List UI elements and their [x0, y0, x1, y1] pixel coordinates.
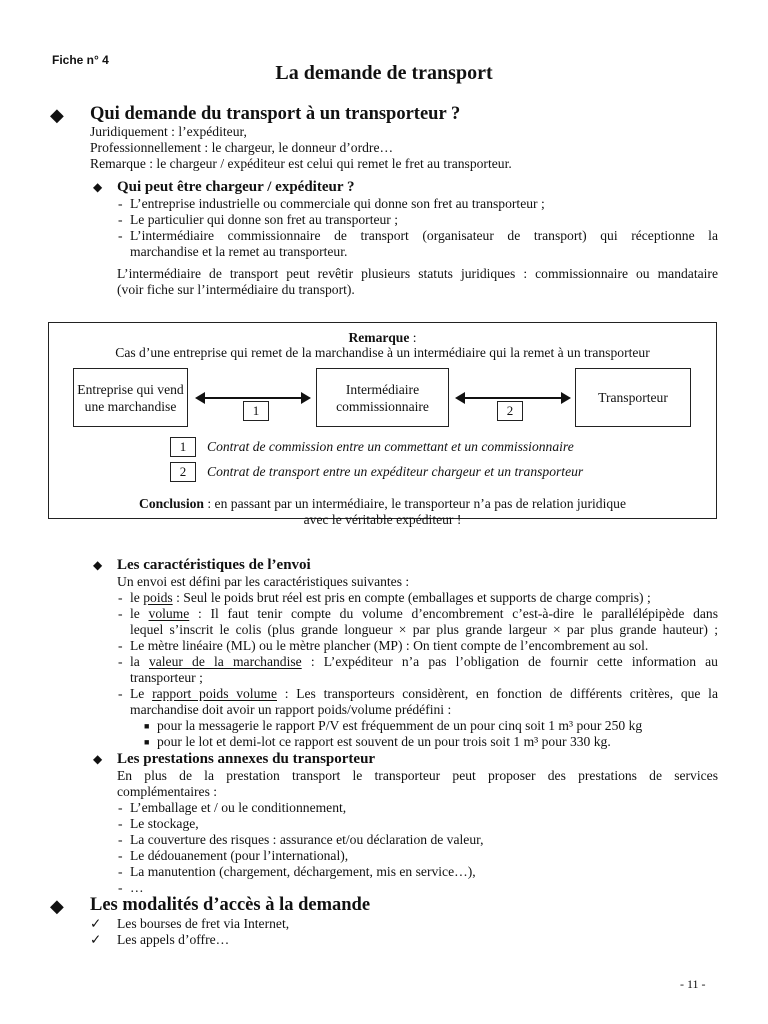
diamond-bullet-icon: ◆: [93, 752, 103, 766]
conclusion-label: Conclusion: [139, 496, 204, 511]
list-item: [130, 686, 718, 702]
check-icon: ✓: [90, 932, 102, 947]
link-number: 1: [243, 401, 269, 421]
underlined-term: poids: [143, 590, 173, 605]
dash: -: [118, 848, 123, 863]
dash: -: [118, 606, 123, 621]
list-item: Le stockage,: [130, 816, 199, 831]
list-item: [130, 702, 451, 718]
section-heading: Qui demande du transport à un transporteur ?: [90, 104, 461, 124]
item-text: transporteur ;: [130, 670, 203, 685]
legend-number: 1: [170, 437, 196, 457]
dash: -: [118, 638, 123, 653]
underlined-term: valeur de la marchandise: [148, 654, 302, 669]
text-line: complémentaires :: [117, 784, 218, 799]
conclusion-text: : en passant par un intermédiaire, le transporteur n’a pas de relation juridique: [203, 496, 626, 511]
text-line: Un envoi est défini par les caractéristiques suivantes :: [117, 574, 410, 589]
bullet-item: pour le lot et demi-lot ce rapport est souvent de un pour trois soit 1 m³ pour 330 kg.: [157, 734, 611, 749]
text-line: Juridiquement : l’expéditeur,: [90, 124, 247, 139]
bullet-item: pour la messagerie le rapport P/V est fréquemment de un pour cinq soit 1 m³ pour 250 kg: [157, 718, 643, 733]
list-item: [130, 622, 718, 638]
square-bullet-icon: ■: [144, 737, 150, 747]
list-item: [130, 606, 718, 622]
item-text: : Les transporteurs considèrent, en fonction de différents critères, que la: [277, 686, 718, 701]
diamond-bullet-icon: ◆: [93, 558, 103, 572]
conclusion-line: [48, 496, 717, 512]
text-line: Remarque : le chargeur / expéditeur est celui qui remet le fret au transporteur.: [90, 156, 512, 171]
item-text: lequel s’inscrit le colis (plus grande longueur × par plus grande largeur × par plus grande hauteur) ;: [130, 622, 718, 637]
link-number: 2: [497, 401, 523, 421]
dash: -: [118, 228, 123, 243]
list-item: [130, 670, 203, 686]
text-line: En plus de la prestation transport le transporteur peut proposer des prestations de services: [117, 768, 718, 783]
node-transporteur: Transporteur: [575, 368, 691, 427]
paragraph-line: L’intermédiaire de transport peut revêtir plusieurs statuts juridiques : commissionnaire ou mandataire: [117, 266, 718, 281]
check-icon: ✓: [90, 916, 102, 931]
dash: -: [118, 686, 123, 701]
list-item: Le dédouanement (pour l’international),: [130, 848, 349, 863]
list-item: [130, 638, 648, 654]
item-text: : L’expéditeur n’a pas l’obligation de fournir cette information au: [301, 654, 718, 669]
item-text: le: [130, 590, 144, 605]
list-item: L’emballage et / ou le conditionnement,: [130, 800, 347, 815]
item-text: marchandise doit avoir un rapport poids/volume prédéfini :: [130, 702, 452, 717]
conclusion-line: avec le véritable expéditeur !: [303, 512, 462, 527]
fiche-number: Fiche n° 4: [52, 53, 109, 67]
dash: -: [118, 880, 123, 895]
text-line: Professionnellement : le chargeur, le donneur d’ordre…: [90, 140, 394, 155]
item-text: : Seul le poids brut réel est pris en compte (emballages et supports de charge compris) ;: [172, 590, 651, 605]
double-arrow-icon: [197, 397, 309, 399]
dash: -: [118, 196, 123, 211]
diamond-bullet-icon: ◆: [93, 180, 103, 194]
dash: -: [118, 864, 123, 879]
list-item: [130, 654, 718, 670]
list-item: [130, 590, 651, 606]
dash: -: [118, 832, 123, 847]
page-number: - 11 -: [680, 977, 706, 991]
dash: -: [118, 816, 123, 831]
list-item-continued: marchandise et la remet au transporteur.: [130, 244, 348, 259]
item-text: Le mètre linéaire (ML) ou le mètre plancher (MP) : On tient compte de l’encombrement au sol.: [130, 638, 649, 653]
list-item: L’intermédiaire commissionnaire de transport (organisateur de transport) qui réceptionne la: [130, 228, 718, 243]
subsection-heading: Les prestations annexes du transporteur: [117, 751, 376, 767]
remark-title: [48, 330, 717, 346]
remark-label: Remarque: [348, 330, 410, 345]
list-item: La manutention (chargement, déchargement, mis en service…),: [130, 864, 476, 879]
subsection-heading: Les caractéristiques de l’envoi: [117, 557, 311, 573]
legend-number: 2: [170, 462, 196, 482]
underlined-term: rapport poids volume: [152, 686, 277, 701]
section-heading: Les modalités d’accès à la demande: [90, 895, 371, 915]
node-intermediaire: Intermédiaire commissionnaire: [316, 368, 449, 427]
list-item: Les bourses de fret via Internet,: [117, 916, 290, 931]
node-entreprise: Entreprise qui vend une marchandise: [73, 368, 188, 427]
dash: -: [118, 654, 123, 669]
dash: -: [118, 212, 123, 227]
dash: -: [118, 590, 123, 605]
page-title: La demande de transport: [275, 62, 493, 84]
item-text: la: [130, 654, 149, 669]
remark-colon: :: [409, 330, 417, 345]
square-bullet-icon: ■: [144, 721, 150, 731]
legend-text: Contrat de commission entre un commettant et un commissionnaire: [207, 439, 574, 454]
item-text: : Il faut tenir compte du volume d’encombrement c’est-à-dire le parallélépipède dans: [189, 606, 718, 621]
item-text: le: [130, 606, 149, 621]
list-item: Le particulier qui donne son fret au transporteur ;: [130, 212, 399, 227]
paragraph-line: (voir fiche sur l’intermédiaire du transport).: [117, 282, 355, 297]
legend-text: Contrat de transport entre un expéditeur chargeur et un transporteur: [207, 464, 584, 479]
list-item: La couverture des risques : assurance et/ou déclaration de valeur,: [130, 832, 484, 847]
remark-subtitle: Cas d’une entreprise qui remet de la marchandise à un intermédiaire qui la remet à un transporteur: [115, 345, 650, 360]
underlined-term: volume: [148, 606, 190, 621]
list-item: …: [130, 880, 144, 895]
list-item: L’entreprise industrielle ou commerciale qui donne son fret au transporteur ;: [130, 196, 545, 211]
item-text: Le: [130, 686, 153, 701]
subsection-heading: Qui peut être chargeur / expéditeur ?: [117, 179, 355, 195]
list-item: Les appels d’offre…: [117, 932, 230, 947]
diamond-bullet-icon: ◆: [50, 896, 64, 916]
diamond-bullet-icon: ◆: [50, 105, 64, 125]
double-arrow-icon: [457, 397, 569, 399]
dash: -: [118, 800, 123, 815]
